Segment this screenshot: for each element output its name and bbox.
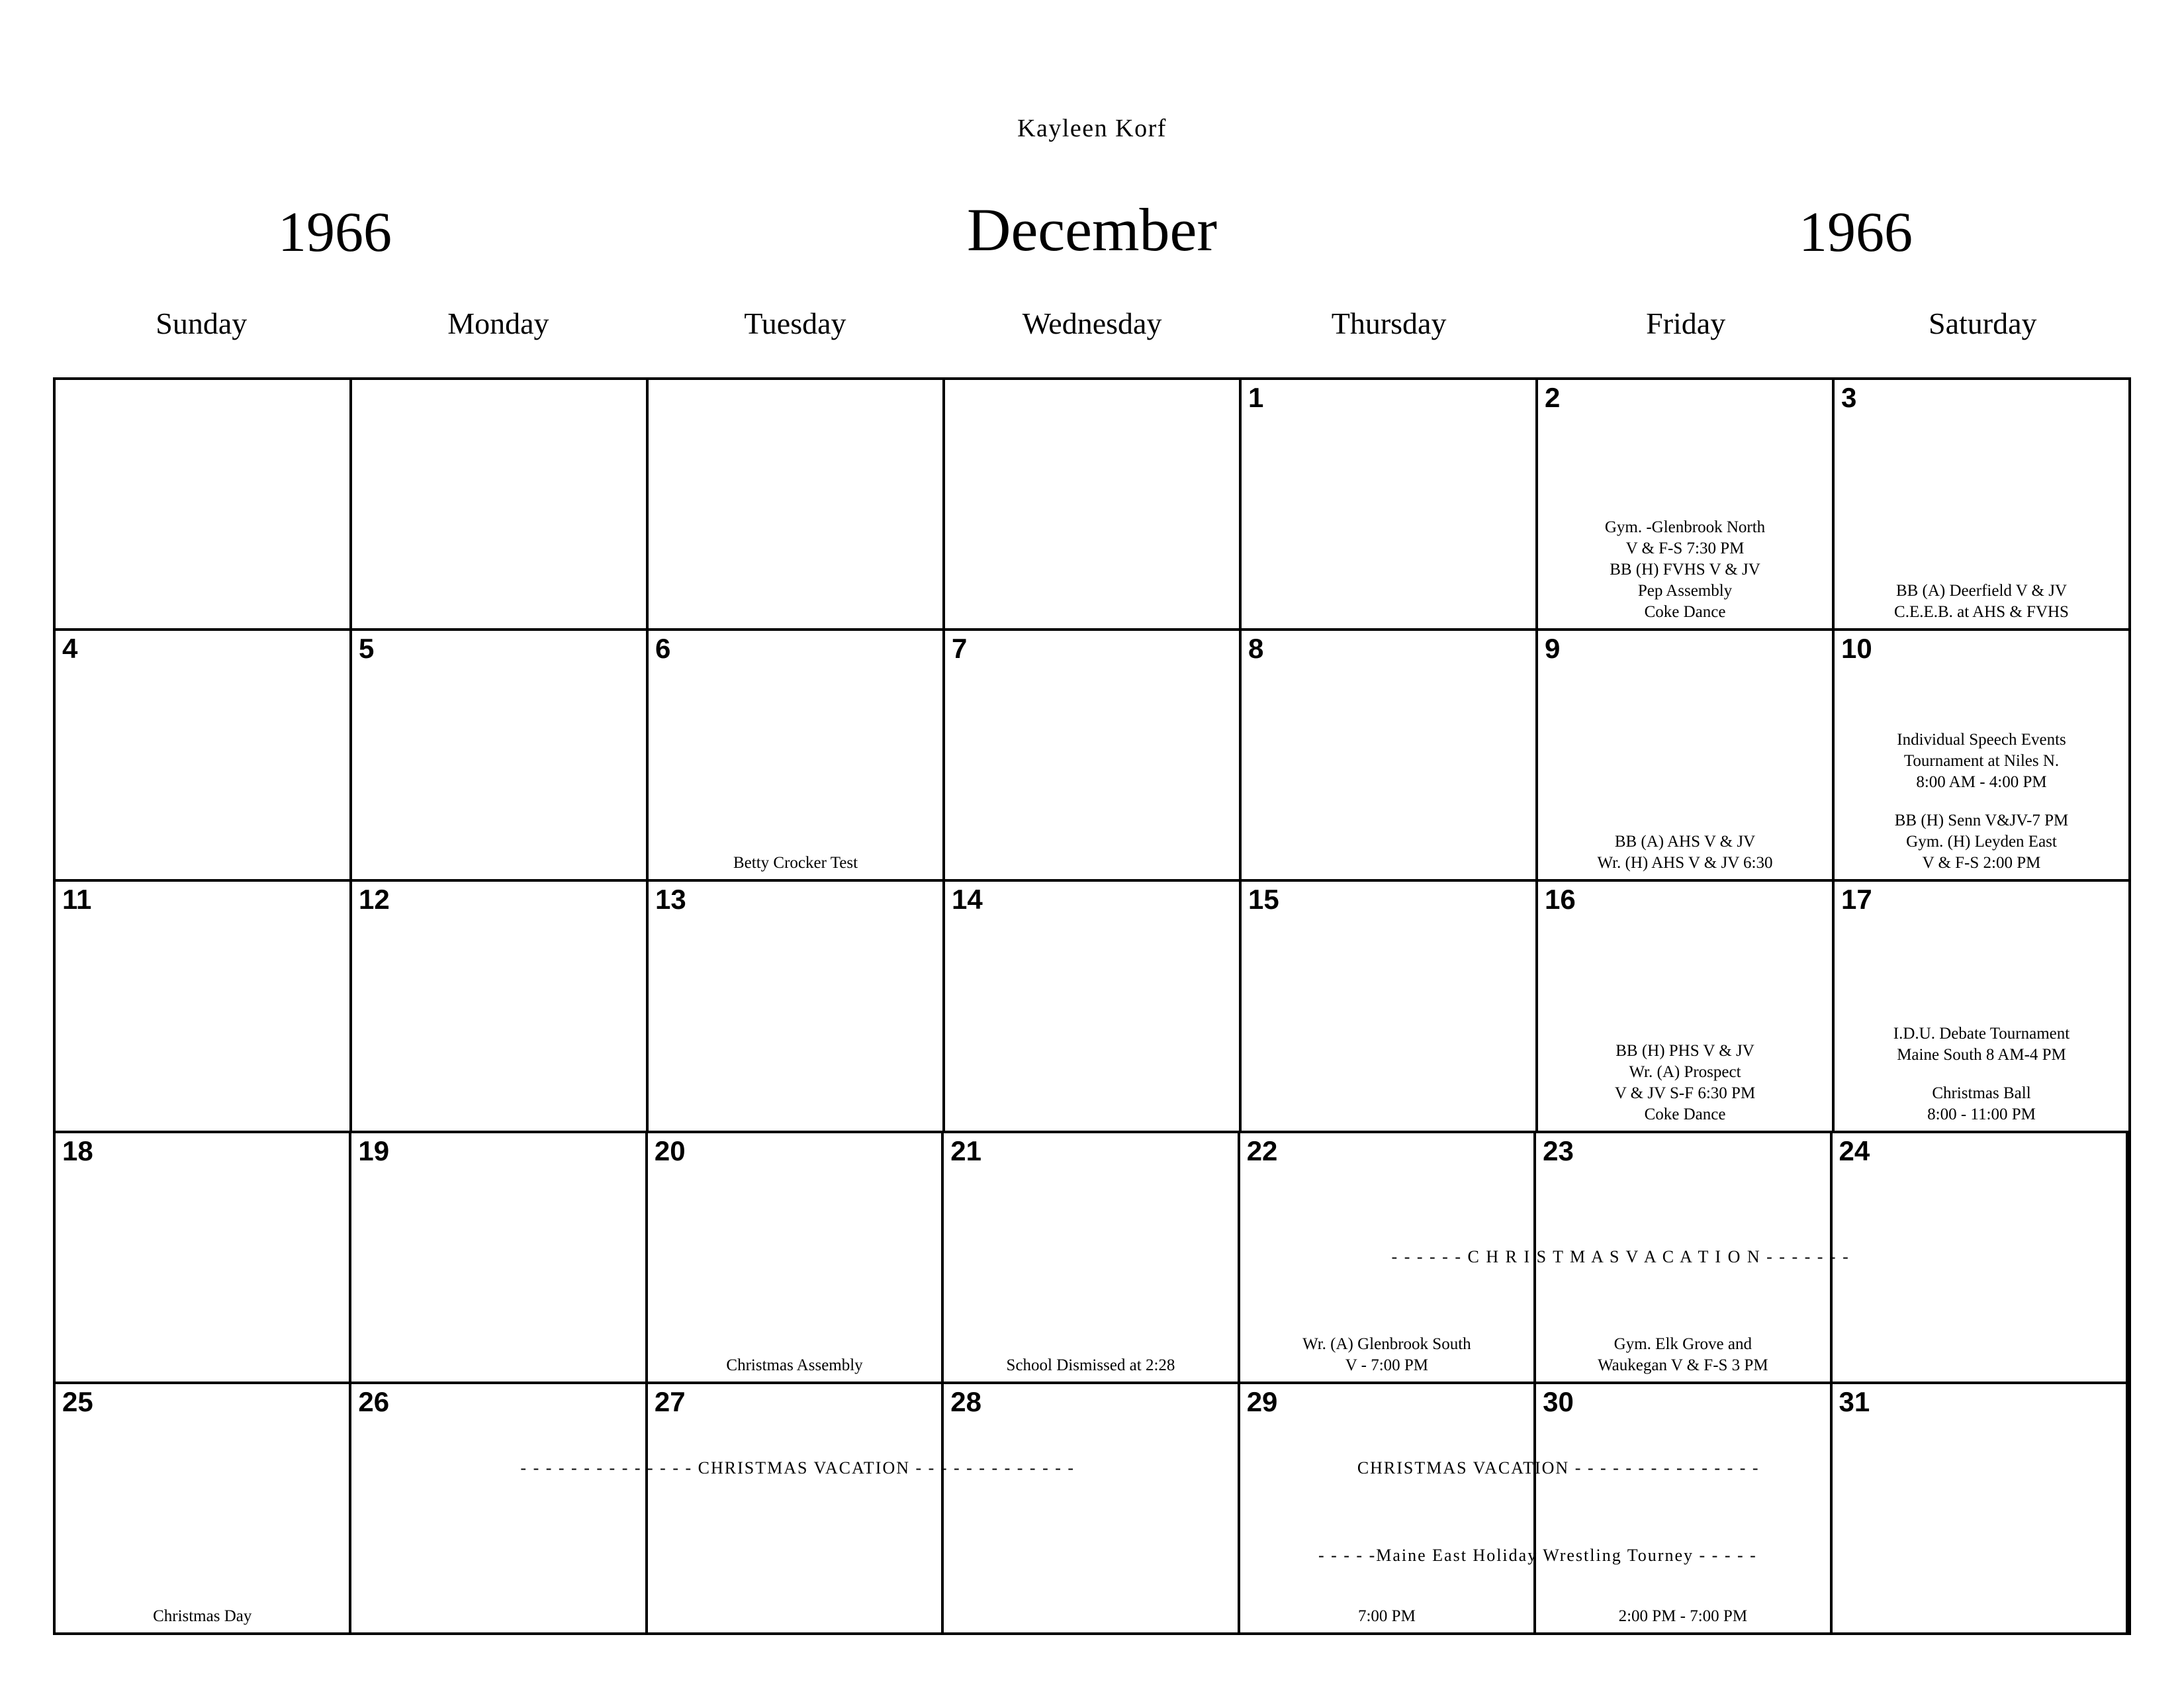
dayname-saturday: Saturday	[1929, 306, 2037, 340]
calendar-day-cell-5[interactable]	[352, 631, 649, 879]
event-line: 8:00 - 11:00 PM	[1927, 1105, 2036, 1123]
day-events	[946, 1355, 1234, 1376]
day-events	[1837, 729, 2126, 874]
day-number: 9	[1545, 633, 1561, 665]
dayname-tuesday: Tuesday	[744, 306, 846, 340]
day-events	[1541, 1041, 1829, 1125]
calendar-day-cell-28[interactable]	[944, 1384, 1240, 1632]
event-line: 8:00 AM - 4:00 PM	[1916, 773, 2047, 792]
event-line: BB (A) Deerfield V & JV	[1895, 582, 2068, 600]
day-number: 21	[950, 1135, 981, 1166]
event-line: Gym. Elk Grove and	[1614, 1335, 1752, 1353]
event-line: BB (H) Senn V&JV-7 PM	[1894, 812, 2069, 830]
calendar-day-cell-6[interactable]	[649, 631, 945, 879]
calendar-day-cell-18[interactable]	[56, 1133, 351, 1382]
calendar-day-cell-12[interactable]	[352, 882, 649, 1130]
day-events	[1243, 1606, 1531, 1627]
day-number: 8	[1248, 633, 1264, 665]
day-number: 2	[1545, 382, 1561, 413]
calendar-day-cell-7[interactable]	[945, 631, 1242, 879]
day-number: 3	[1841, 382, 1857, 413]
event-line: Christmas Day	[153, 1607, 252, 1626]
event-line: Christmas Ball	[1932, 1084, 2031, 1102]
calendar-day-cell-30[interactable]	[1536, 1384, 1832, 1632]
day-number: 13	[655, 884, 686, 915]
day-number: 19	[358, 1135, 390, 1166]
event-line: Waukegan V & F-S 3 PM	[1598, 1356, 1768, 1374]
event-line: School Dismissed at 2:28	[1006, 1356, 1175, 1374]
dayname-thursday: Thursday	[1331, 306, 1447, 340]
owner-name: Kayleen Korf	[1017, 115, 1167, 142]
calendar-week-row	[56, 1133, 2128, 1384]
day-number: 27	[654, 1385, 686, 1417]
event-line: V & JV S-F 6:30 PM	[1614, 1084, 1756, 1102]
dayname-sunday: Sunday	[156, 306, 248, 340]
day-events	[1837, 581, 2126, 623]
day-number: 12	[359, 884, 390, 915]
day-number: 18	[62, 1135, 93, 1166]
day-number: 20	[654, 1135, 686, 1166]
calendar-day-cell-15[interactable]	[1242, 882, 1538, 1130]
month-title: December	[967, 196, 1217, 263]
calendar-week-row	[56, 1384, 2128, 1632]
christmas-vacation-banner-1: - - - - - - C H R I S T M A S V A C A T I O N - - - - - - -	[1391, 1247, 1850, 1267]
calendar-week-row	[56, 631, 2128, 882]
event-line: Coke Dance	[1644, 603, 1726, 622]
event-line: Individual Speech Events	[1897, 731, 2066, 749]
day-number: 23	[1543, 1135, 1574, 1166]
day-number: 28	[950, 1385, 981, 1417]
event-line: Christmas Assembly	[726, 1356, 863, 1374]
day-number: 6	[655, 633, 671, 665]
event-line: 7:00 PM	[1357, 1607, 1416, 1626]
event-line: Wr. (A) Glenbrook South	[1302, 1335, 1471, 1353]
event-line: Wr. (A) Prospect	[1629, 1062, 1741, 1081]
calendar-day-cell-19[interactable]	[351, 1133, 647, 1382]
calendar-day-cell-8[interactable]	[1242, 631, 1538, 879]
event-line: Tournament at Niles N.	[1903, 752, 2060, 771]
event-line: BB (A) AHS V & JV	[1614, 833, 1756, 851]
dayname-monday: Monday	[447, 306, 549, 340]
dayname-wednesday: Wednesday	[1022, 306, 1162, 340]
day-number: 22	[1246, 1135, 1278, 1166]
year-left: 1966	[278, 200, 392, 263]
calendar-day-cell-17[interactable]	[1835, 882, 2128, 1130]
event-line: Gym. (H) Leyden East	[1906, 833, 2057, 851]
calendar-day-cell-27[interactable]	[648, 1384, 944, 1632]
wrestling-tourney-banner: - - - - -Maine East Holiday Wrestling Tourney - - - - -	[1318, 1545, 1757, 1565]
event-line: Betty Crocker Test	[733, 854, 858, 872]
calendar-day-cell-empty[interactable]	[945, 380, 1242, 628]
calendar-day-cell-2[interactable]	[1538, 380, 1835, 628]
day-events	[651, 853, 940, 874]
day-number: 5	[359, 633, 375, 665]
calendar-day-cell-16[interactable]	[1538, 882, 1835, 1130]
day-number: 7	[952, 633, 968, 665]
day-events	[651, 1355, 938, 1376]
event-line: V & F-S 7:30 PM	[1625, 539, 1745, 558]
event-line: Maine South 8 AM-4 PM	[1897, 1045, 2066, 1064]
event-line: Pep Assembly	[1637, 582, 1733, 600]
day-events	[1541, 831, 1829, 874]
calendar-day-cell-13[interactable]	[649, 882, 945, 1130]
calendar-day-cell-empty[interactable]	[649, 380, 945, 628]
day-name-header	[53, 306, 2131, 341]
calendar-day-cell-empty[interactable]	[352, 380, 649, 628]
day-number: 26	[358, 1385, 390, 1417]
event-spacer	[1837, 1066, 2126, 1083]
day-number: 24	[1839, 1135, 1870, 1166]
christmas-vacation-banner-3: CHRISTMAS VACATION - - - - - - - - - - - - - - -	[1357, 1458, 1760, 1478]
day-events	[58, 1606, 346, 1627]
calendar-day-cell-empty[interactable]	[56, 380, 352, 628]
calendar-week-row	[56, 380, 2128, 631]
christmas-vacation-banner-2: - - - - - - - - - - - - - - CHRISTMAS VACATION - - - - - - - - - - - - -	[520, 1458, 1075, 1478]
event-line: BB (H) FVHS V & JV	[1610, 561, 1760, 579]
day-number: 30	[1543, 1385, 1574, 1417]
calendar-week-row	[56, 882, 2128, 1133]
day-number: 31	[1839, 1385, 1870, 1417]
event-line: Gym. -Glenbrook North	[1604, 518, 1766, 537]
dayname-friday: Friday	[1646, 306, 1726, 340]
calendar-day-cell-3[interactable]	[1835, 380, 2128, 628]
day-number: 14	[952, 884, 983, 915]
calendar-day-cell-26[interactable]	[351, 1384, 647, 1632]
year-right: 1966	[1799, 200, 1913, 263]
event-line: Wr. (H) AHS V & JV 6:30	[1597, 854, 1773, 872]
event-line: Coke Dance	[1644, 1105, 1726, 1123]
event-line: C.E.E.B. at AHS & FVHS	[1894, 603, 2069, 622]
calendar-grid	[53, 377, 2131, 1635]
day-number: 4	[62, 633, 78, 665]
day-events	[1837, 1023, 2126, 1125]
calendar-day-cell-14[interactable]	[945, 882, 1242, 1130]
day-number: 16	[1545, 884, 1576, 915]
calendar-day-cell-25[interactable]	[56, 1384, 351, 1632]
calendar-day-cell-20[interactable]	[648, 1133, 944, 1382]
day-number: 1	[1248, 382, 1264, 413]
day-events	[1541, 517, 1829, 623]
calendar-day-cell-9[interactable]	[1538, 631, 1835, 879]
day-number: 17	[1841, 884, 1872, 915]
day-number: 29	[1246, 1385, 1278, 1417]
calendar-day-cell-31[interactable]	[1833, 1384, 2128, 1632]
day-number: 11	[62, 884, 92, 915]
calendar-day-cell-11[interactable]	[56, 882, 352, 1130]
day-events	[1539, 1334, 1827, 1376]
event-line: V - 7:00 PM	[1345, 1356, 1429, 1374]
day-events	[1539, 1606, 1827, 1627]
day-events	[1243, 1334, 1531, 1376]
calendar-title-row	[0, 196, 2184, 271]
calendar-day-cell-1[interactable]	[1242, 380, 1538, 628]
calendar-day-cell-29[interactable]	[1240, 1384, 1536, 1632]
event-line: V & F-S 2:00 PM	[1922, 854, 2041, 872]
calendar-day-cell-21[interactable]	[944, 1133, 1240, 1382]
event-line: 2:00 PM - 7:00 PM	[1618, 1607, 1748, 1626]
event-line: I.D.U. Debate Tournament	[1893, 1024, 2070, 1043]
calendar-day-cell-4[interactable]	[56, 631, 352, 879]
event-spacer	[1837, 793, 2126, 810]
event-line: BB (H) PHS V & JV	[1615, 1041, 1754, 1060]
day-number: 10	[1841, 633, 1872, 665]
day-number: 25	[62, 1385, 93, 1417]
calendar-day-cell-10[interactable]	[1835, 631, 2128, 879]
day-number: 15	[1248, 884, 1279, 915]
